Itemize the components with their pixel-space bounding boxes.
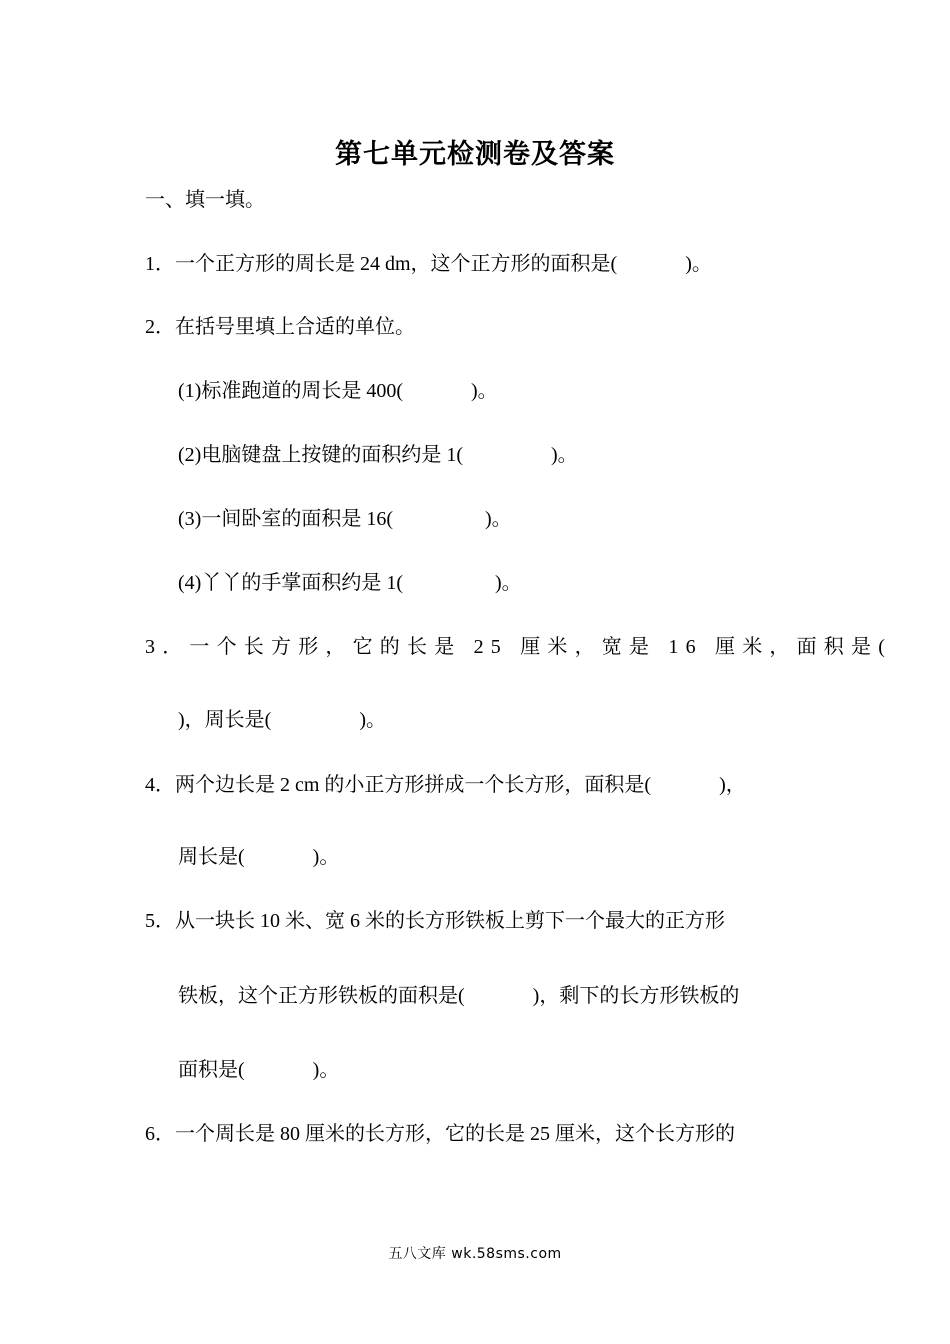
question-2-1 — [178, 377, 498, 405]
question-text: )。 — [312, 846, 340, 868]
question-text: (2)电脑键盘上按键的面积约是 1( — [178, 444, 463, 466]
question-5-cont — [178, 982, 739, 1010]
question-2-4 — [178, 569, 522, 597]
question-text: 1．一个正方形的周长是 24 dm，这个正方形的面积是( — [145, 253, 618, 275]
question-text: )， — [719, 774, 746, 796]
question-text: )。 — [494, 572, 522, 594]
question-text: 周长是( — [178, 846, 245, 868]
question-1 — [145, 250, 712, 278]
question-text: )。 — [550, 444, 578, 466]
question-6: 6．一个周长是 80 厘米的长方形，它的长是 25 厘米，这个长方形的 — [145, 1123, 735, 1145]
question-4 — [145, 771, 746, 799]
question-text: (3)一间卧室的面积是 16( — [178, 508, 393, 530]
question-text: 面积是( — [178, 1059, 245, 1081]
question-3-cont — [178, 706, 386, 734]
question-2-2 — [178, 441, 578, 469]
question-text: )。 — [484, 508, 512, 530]
question-5: 5．从一块长 10 米、宽 6 米的长方形铁板上剪下一个最大的正方形 — [145, 910, 725, 932]
question-text: (1)标准跑道的周长是 400( — [178, 380, 403, 402]
question-text: 铁板，这个正方形铁板的面积是( — [178, 985, 465, 1007]
question-2: 2．在括号里填上合适的单位。 — [145, 316, 415, 338]
question-text: )，周长是( — [178, 709, 272, 731]
question-text: )。 — [312, 1059, 340, 1081]
question-3: 3．一个长方形，它的长是 25 厘米，宽是 16 厘米，面积是( — [145, 636, 893, 658]
page-title: 第七单元检测卷及答案 — [335, 139, 615, 170]
question-4-cont — [178, 843, 339, 871]
question-text: )。 — [359, 709, 386, 731]
question-text: )。 — [685, 253, 712, 275]
question-text: )，剩下的长方形铁板的 — [532, 985, 740, 1007]
section-heading: 一、填一填。 — [145, 189, 265, 211]
question-text: )。 — [470, 380, 498, 402]
question-text: 4．两个边长是 2 cm 的小正方形拼成一个长方形，面积是( — [145, 774, 652, 796]
question-5-cont-2 — [178, 1056, 339, 1084]
footer-watermark: 五八文库 wk.58sms.com — [388, 1246, 562, 1262]
question-text: (4)丫丫的手掌面积约是 1( — [178, 572, 403, 594]
question-2-3 — [178, 505, 512, 533]
